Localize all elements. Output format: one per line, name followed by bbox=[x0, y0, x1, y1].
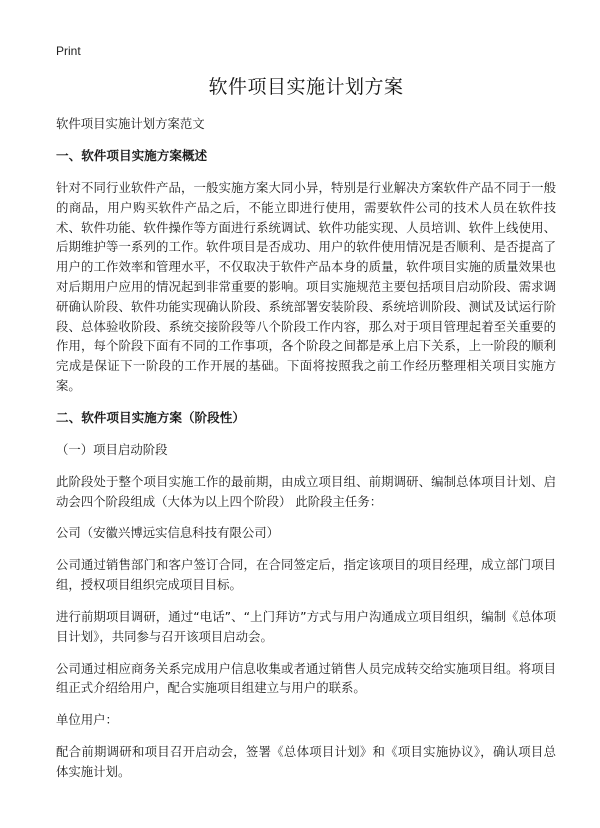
print-label: Print bbox=[56, 44, 81, 58]
section-heading-stages: 二、软件项目实施方案（阶段性） bbox=[56, 409, 245, 425]
stage-description-paragraph: 此阶段处于整个项目实施工作的最前期，由成立项目组、前期调研、编制总体项目计划、启动会四个阶段组成（大体为以上四个阶段） 此阶段主任务： bbox=[56, 473, 556, 509]
company-task-3: 公司通过相应商务关系完成用户信息收集或者通过销售人员完成转交给实施项目组。将项目组正式介绍给用户，配合实施项目组建立与用户的联系。 bbox=[56, 660, 556, 696]
section-heading-overview: 一、软件项目实施方案概述 bbox=[56, 148, 208, 163]
document-subtitle: 软件项目实施计划方案范文 bbox=[56, 116, 205, 131]
subheading-startup-stage: （一）项目启动阶段 bbox=[56, 441, 168, 457]
company-task-1: 公司通过销售部门和客户签订合同，在合同签定后，指定该项目的项目经理，成立部门项目组，授权项目组织完成项目目标。 bbox=[56, 557, 556, 593]
company-label: 公司（安徽兴博远实信息科技有限公司） bbox=[56, 525, 280, 541]
user-label: 单位用户： bbox=[56, 712, 118, 728]
overview-paragraph: 针对不同行业软件产品，一般实施方案大同小异，特别是行业解决方案软件产品不同于一般的商品，用户购买软件产品之后，不能立即进行使用，需要软件公司的技术人员在软件技术、软件功能、软件操作等方面进行系统调试、软件功能实现、人员培训、软件上线使用、后期维护等一系列的工作。软件项目是否成功、用户的软件使用情况是否顺利、是否提高了用户的工作效率和管理水平，不仅取决于软件产品本身的质量，软件项目实施的质量效果也对后期用户应用的情况起到非常重要的影响。项目实施规范主要包括项目启动阶段、需求调研确认阶段、软件功能实现确认阶段、系统部署安装阶段、系统培训阶段、测试及试运行阶段、总体验收阶段、系统交接阶段等八个阶段工作内容，那么对于项目管理起着至关重要的作用，每个阶段下面有不同的工作事项，各个阶段之间都是承上启下关系，上一阶段的顺利完成是保证下一阶段的工作开展的基础。下面将按照我之前工作经历整理相关项目实施方案。 bbox=[56, 180, 556, 393]
document-title: 软件项目实施计划方案 bbox=[208, 76, 404, 98]
company-task-2: 进行前期项目调研，通过“电话”、“上门拜访”方式与用户沟通成立项目组织，编制《总体项目计划》，共同参与召开该项目启动会。 bbox=[56, 608, 556, 644]
user-task-1: 配合前期调研和项目召开启动会，签署《总体项目计划》和《项目实施协议》，确认项目总体实施计划。 bbox=[56, 744, 556, 779]
